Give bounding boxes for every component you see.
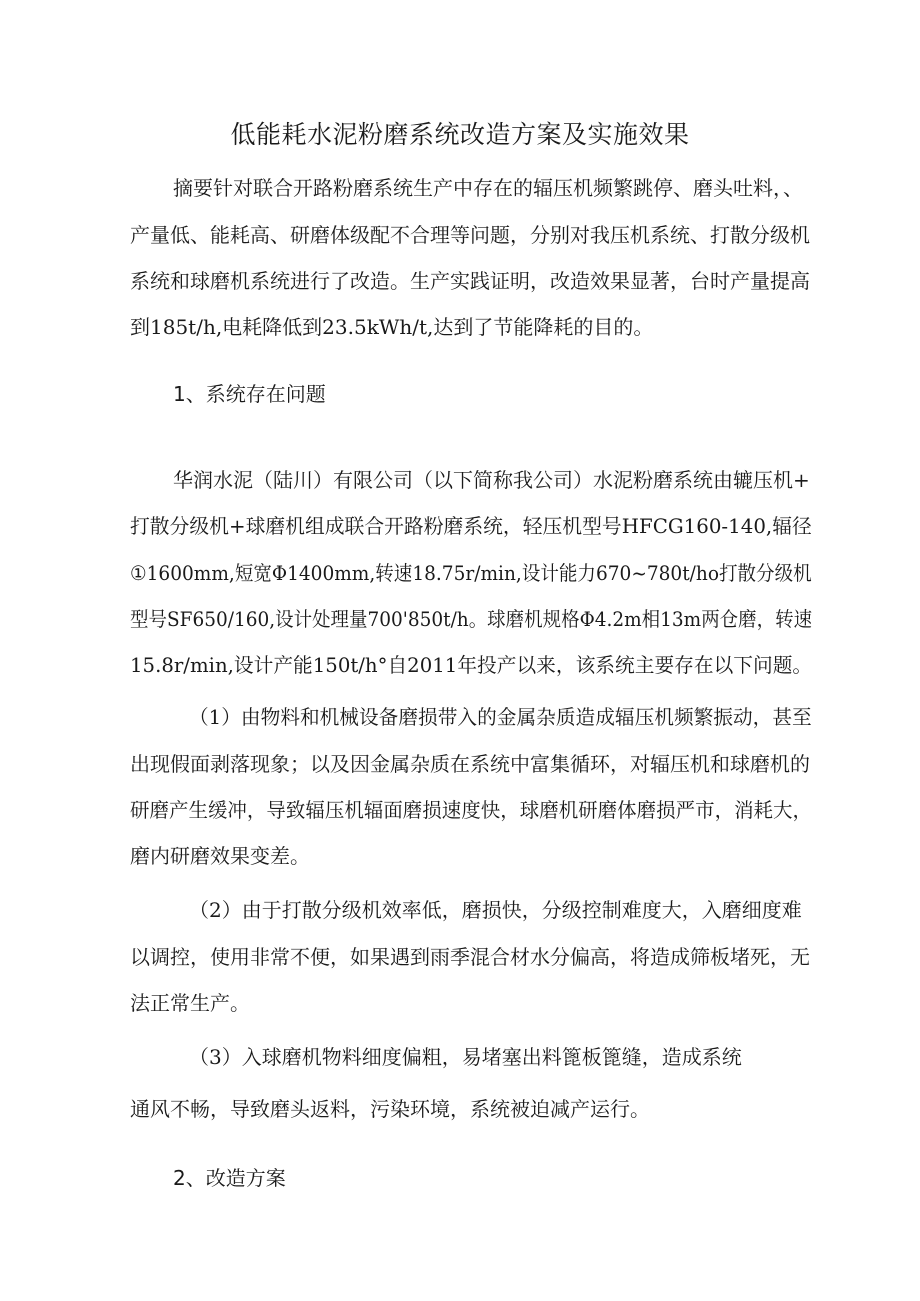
- document-title: 低能耗水泥粉磨系统改造方案及实施效果: [230, 120, 690, 149]
- paragraph-line: 打散分级机+球磨机组成联合开路粉磨系统，轻压机型号HFCG160-140,辐径: [130, 514, 812, 538]
- section-heading: 2、改造方案: [173, 1166, 286, 1190]
- abstract-line: 摘要针对联合开路粉磨系统生产中存在的辐压机频繁跳停、磨头吐料，、: [173, 176, 803, 200]
- list-item-line: （2）由于打散分级机效率低，磨损快，分级控制难度大，入磨细度难: [189, 898, 802, 922]
- paragraph-line: 型号SF650/160,设计处理量700'850t/h。球磨机规格Φ4.2m相13m两仓磨，转速: [130, 607, 813, 631]
- paragraph-line: 华润水泥（陆川）有限公司（以下简称我公司）水泥粉磨系统由辘压机+: [173, 468, 810, 492]
- section-heading: 1、系统存在问题: [173, 382, 326, 406]
- list-item-line: 通风不畅，导致磨头返料，污染环境，系统被迫减产运行。: [130, 1097, 650, 1121]
- list-item-line: （3）入球磨机物料细度偏粗，易堵塞出料篦板篦缝，造成系统: [189, 1045, 742, 1069]
- list-item-line: 磨内研磨效果变差。: [130, 844, 310, 868]
- list-item-line: 研磨产生缓冲，导致辐压机辐面磨损速度快，球磨机研磨体磨损严市，消耗大，: [130, 798, 813, 822]
- abstract-line: 到185t/h,电耗降低到23.5kWh/t,达到了节能降耗的目的。: [130, 315, 654, 339]
- paragraph-line: ①1600mm,短宽Φ1400mm,转速18.75r/min,设计能力670~780t/ho打散分级机: [130, 561, 812, 585]
- paragraph-line: 15.8r/min,设计产能150t/h°自2011年投产以来，该系统主要存在以下问题。: [130, 653, 813, 677]
- list-item-line: （1）由物料和机械设备磨损带入的金属杂质造成辐压机频繁振动，甚至: [189, 705, 812, 729]
- abstract-line: 系统和球磨机系统进行了改造。生产实践证明，改造效果显著，台时产量提高: [130, 269, 810, 293]
- list-item-line: 出现假面剥落现象；以及因金属杂质在系统中富集循环，对辐压机和球磨机的: [130, 752, 810, 776]
- list-item-line: 法正常生产。: [130, 991, 250, 1015]
- abstract-line: 产量低、能耗高、研磨体级配不合理等问题，分别对我压机系统、打散分级机: [130, 223, 810, 247]
- list-item-line: 以调控，使用非常不便，如果遇到雨季混合材水分偏高，将造成筛板堵死，无: [130, 945, 810, 969]
